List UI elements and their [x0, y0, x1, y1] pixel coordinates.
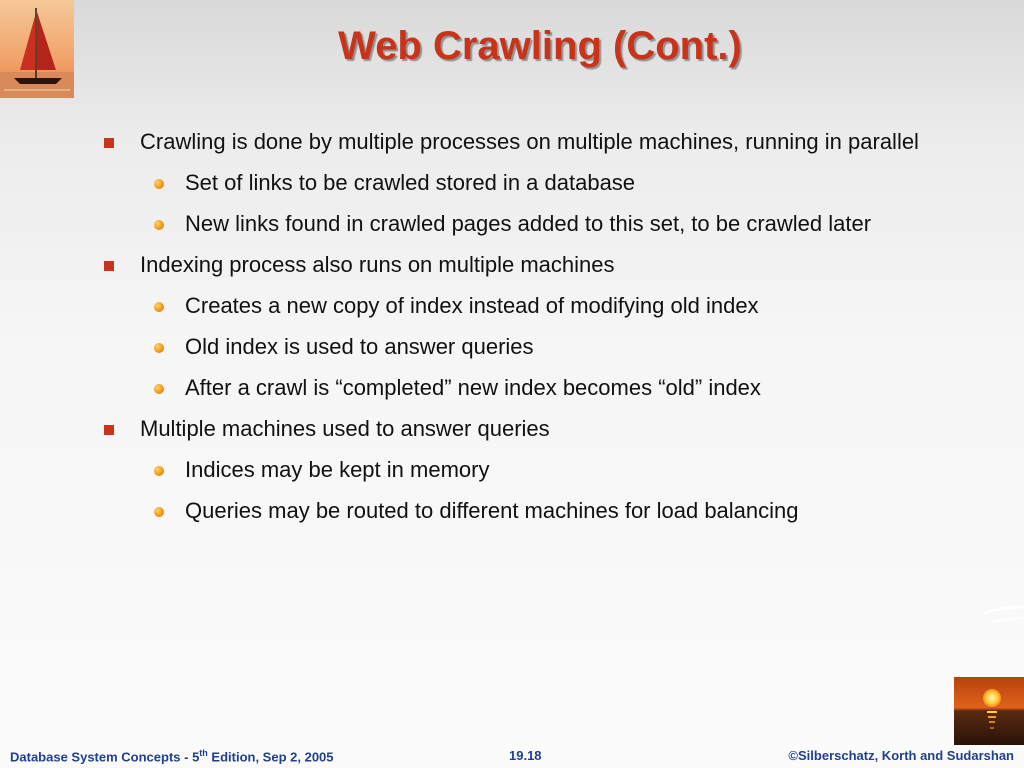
square-bullet-icon [104, 138, 114, 148]
sub-bullet-item [104, 290, 944, 321]
sub-bullet-item [104, 495, 944, 526]
footer-book-prefix: Database System Concepts - 5 [10, 749, 200, 765]
sub-bullet-item [104, 454, 944, 485]
round-bullet-icon [154, 507, 164, 517]
round-bullet-icon [154, 466, 164, 476]
square-bullet-icon [104, 425, 114, 435]
sub-bullet-item [104, 208, 944, 239]
footer-page-number: 19.18 [509, 748, 542, 763]
footer-book-info [10, 748, 334, 764]
footer-copyright: ©Silberschatz, Korth and Sudarshan [788, 748, 1014, 763]
sub-bullet-text: Old index is used to answer queries [185, 334, 534, 359]
sub-bullet-text: New links found in crawled pages added to this set, to be crawled later [185, 211, 872, 236]
round-bullet-icon [154, 302, 164, 312]
sub-bullet-item [104, 372, 944, 403]
bullet-item [104, 126, 944, 157]
round-bullet-icon [154, 179, 164, 189]
footer-book-suffix: Edition, Sep 2, 2005 [207, 749, 334, 765]
bullet-item [104, 249, 944, 280]
slide-content [104, 126, 944, 536]
slide-footer [0, 744, 1024, 768]
sunset-icon [954, 677, 1024, 745]
square-bullet-icon [104, 261, 114, 271]
sub-bullet-text: After a crawl is “completed” new index becomes “old” index [185, 375, 761, 400]
decorative-swoosh-icon [984, 600, 1024, 630]
bullet-text: Multiple machines used to answer queries [140, 416, 550, 441]
sub-bullet-text: Set of links to be crawled stored in a database [185, 170, 636, 195]
footer-book-sup: th [199, 748, 208, 758]
bullet-text: Crawling is done by multiple processes on multiple machines, running in parallel [140, 129, 919, 154]
bullet-item [104, 413, 944, 444]
round-bullet-icon [154, 220, 164, 230]
sub-bullet-text: Indices may be kept in memory [185, 457, 490, 482]
round-bullet-icon [154, 384, 164, 394]
bullet-text: Indexing process also runs on multiple machines [140, 252, 615, 277]
round-bullet-icon [154, 343, 164, 353]
slide-title: Web Crawling (Cont.) [338, 24, 742, 68]
sub-bullet-text: Creates a new copy of index instead of modifying old index [185, 293, 759, 318]
sub-bullet-item [104, 167, 944, 198]
sub-bullet-text: Queries may be routed to different machines for load balancing [185, 498, 799, 523]
sub-bullet-item [104, 331, 944, 362]
